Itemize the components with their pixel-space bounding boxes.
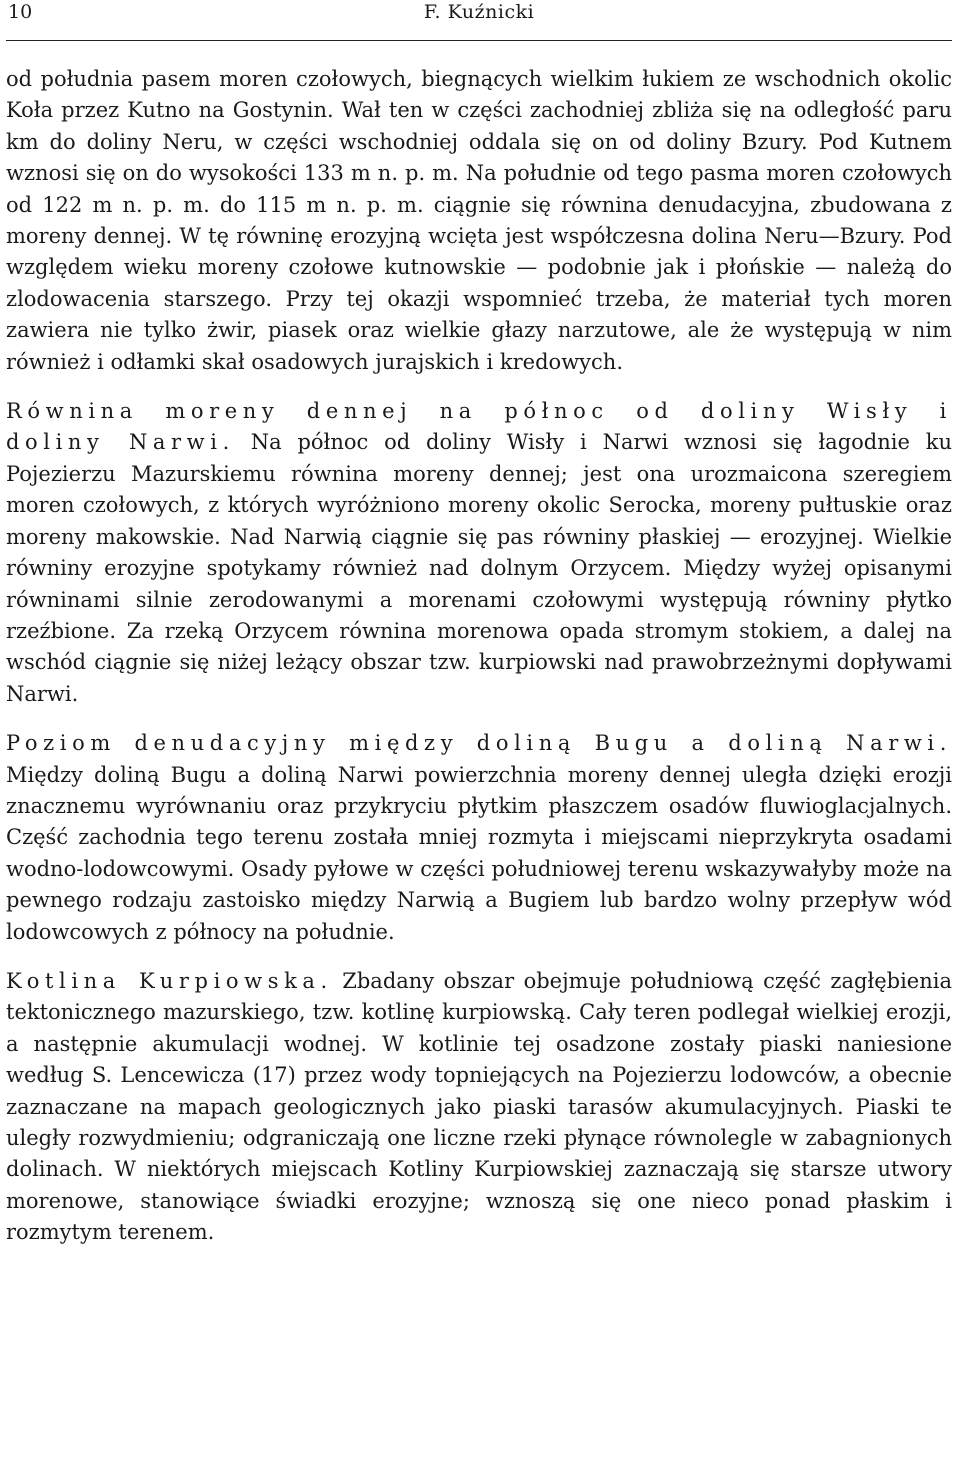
paragraph-kurpie-basin — [6, 966, 952, 1249]
header-rule — [6, 40, 952, 41]
section-heading: Kotlina Kurpiowska. — [6, 968, 333, 993]
section-heading: Poziom denudacyjny między doliną Bugu a doliną Narwi. — [6, 731, 952, 756]
paragraph-denudation-level — [6, 728, 952, 948]
running-head — [6, 0, 952, 30]
paragraph-text: od południa pasem moren czołowych, biegnących wielkim łukiem ze wschodnich okolic Koła przez Kutno na Gostynin. Wał ten w części zachodniej zbliża się na odległość paru km do doliny Neru, w części wschodniej oddala się on od doliny Bzury. Pod Kutnem wznosi się on do wysokości 133 m n. p. m. Na południe od tego pasma moren czołowych od 122 m n. p. m. do 115 m n. p. m. ciągnie się równina denudacyjna, zbudowana z moreny dennej. W tę równinę erozyjną wcięta jest współczesna dolina Neru—Bzury. Pod względem wieku moreny czołowe kutnowskie — podobnie jak i płońskie — należą do zlodowacenia starszego. Przy tej okazji wspomnieć trzeba, że materiał tych moren zawiera nie tylko żwir, piasek oraz wielkie głazy narzutowe, ale że występują w nim również i odłamki skał osadowych jurajskich i kredowych. — [6, 67, 952, 374]
paragraph-text: Na północ od doliny Wisły i Narwi wznosi się łagodnie ku Pojezierzu Mazurskiemu równina moreny dennej; jest ona urozmaicona szeregiem moren czołowych, z których wyróżniono moreny okolic Serocka, moreny pułtuskie oraz moreny makowskie. Nad Narwią ciągnie się pas równiny płaskiej — erozyjnej. Wielkie równiny erozyjne spotykamy również nad dolnym Orzycem. Między wyżej opisanymi równinami silnie zerodowanymi a morenami czołowymi występują równiny płytko rzeźbione. Za rzeką Orzycem równina morenowa opada stromym stokiem, a dalej na wschód ciągnie się niżej leżący obszar tzw. kurpiowski nad prawobrzeżnymi dopływami Narwi. — [6, 430, 952, 706]
paragraph-ground-moraine-plain — [6, 396, 952, 710]
document-page — [6, 0, 952, 1245]
running-head-author: F. Kuźnicki — [423, 1, 535, 23]
section-heading: Równina moreny dennej na północ od doliny Wisły i doliny Narwi. — [6, 399, 952, 455]
paragraph-kutno-moraines — [6, 64, 952, 378]
page-number: 10 — [8, 1, 33, 23]
paragraph-text: Między doliną Bugu a doliną Narwi powierzchnia moreny dennej uległa dzięki erozji znacznemu wyrównaniu oraz przykryciu płytkim płaszczem osadów fluwioglacjalnych. Część zachodnia tego terenu została mniej rozmyta i miejscami nieprzykryta osadami wodno-lodowcowymi. Osady pyłowe w części południowej terenu wskazywałyby może na pewnego rodzaju zastoisko między Narwią a Bugiem lub bardzo wolny przepływ wód lodowcowych z północy na południe. — [6, 762, 952, 944]
paragraph-text: Zbadany obszar obejmuje południową część zagłębienia tektonicznego mazurskiego, tzw. kotlinę kurpiowską. Cały teren podlegał wielkiej erozji, a następnie akumulacji wodnej. W kotlinie tej osadzone zostały piaski naniesione według S. Lencewicza (17) przez wody topniejących na Pojezierzu lodowców, a obecnie zaznaczane na mapach geologicznych jako piaski tarasów akumulacyjnych. Piaski te uległy rozwydmieniu; odgraniczają one liczne rzeki płynące równolegle w zabagnionych dolinach. W niektórych miejscach Kotliny Kurpiowskiej zaznaczają się starsze utwory morenowe, stanowiące świadki erozyjne; wznoszą się one nieco ponad płaskim i rozmytym terenem. — [6, 968, 952, 1245]
body-text — [6, 64, 952, 1249]
